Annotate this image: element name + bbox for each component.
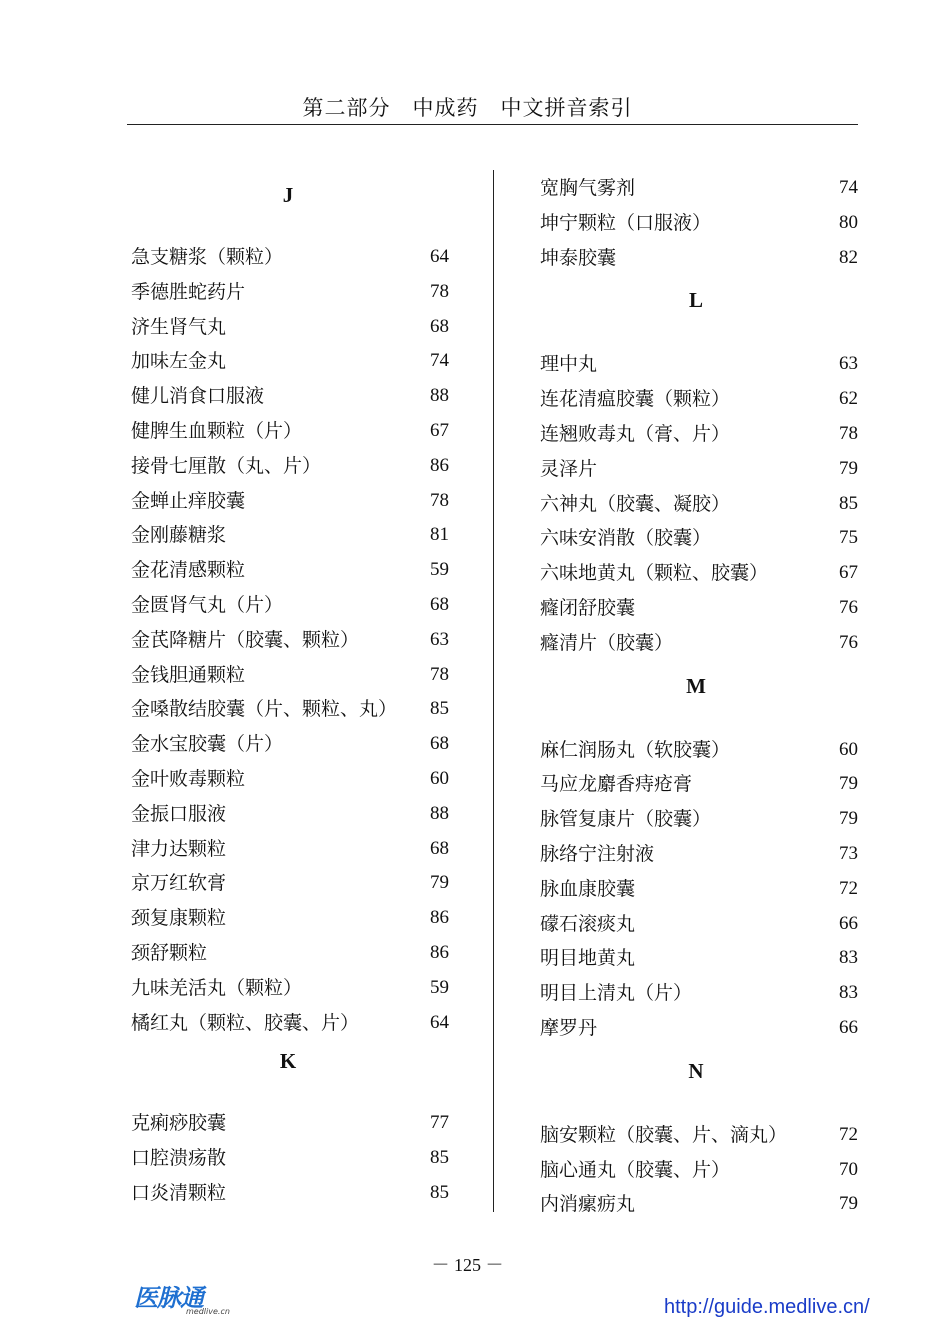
entry-page-number: 72 [839, 1123, 858, 1145]
entry-name: 坤泰胶囊 [540, 246, 617, 269]
index-entry [540, 978, 858, 1008]
entry-page-number: 60 [430, 768, 449, 789]
entry-page-number: 63 [430, 628, 449, 650]
entry-page-number: 78 [430, 663, 449, 685]
index-entry [131, 903, 449, 933]
entry-name: 颈舒颗粒 [131, 942, 208, 964]
entry-name: 津力达颗粒 [131, 837, 227, 860]
entry-name: 宽胸气雾剂 [540, 177, 636, 199]
entry-name: 金蝉止痒胶囊 [131, 489, 246, 512]
entry-name: 金嗓散结胶囊（片、颗粒、丸） [131, 698, 398, 721]
section-letter-l: L [688, 288, 703, 313]
entry-page-number: 88 [430, 385, 449, 407]
entry-page-number: 86 [430, 942, 449, 963]
entry-page-number: 85 [430, 698, 449, 720]
index-entry [131, 799, 449, 829]
entry-name: 六味地黄丸（颗粒、胶囊） [540, 562, 769, 585]
index-entry [540, 943, 858, 973]
index-entry [540, 628, 858, 658]
entry-name: 脉管复康片（胶囊） [540, 808, 712, 831]
index-entry [131, 938, 449, 968]
entry-page-number: 67 [839, 562, 858, 584]
entry-name: 克痢痧胶囊 [131, 1112, 227, 1135]
entry-name: 坤宁颗粒（口服液） [540, 211, 712, 234]
entry-page-number: 83 [839, 947, 858, 969]
entry-name: 癃清片（胶囊） [540, 631, 674, 654]
entry-name: 金花清感颗粒 [131, 559, 246, 582]
index-entry [131, 868, 449, 898]
entry-page-number: 70 [839, 1158, 858, 1180]
entry-name: 金叶败毒颗粒 [131, 768, 246, 790]
entry-page-number: 79 [839, 808, 858, 830]
entry-name: 颈复康颗粒 [131, 907, 227, 930]
entry-name: 灵泽片 [540, 457, 598, 480]
entry-page-number: 73 [839, 843, 858, 864]
entry-name: 脑安颗粒（胶囊、片、滴丸） [540, 1123, 788, 1146]
index-entry [540, 208, 858, 238]
entry-name: 金芪降糖片（胶囊、颗粒） [131, 628, 360, 651]
entry-page-number: 78 [430, 489, 449, 511]
index-entry [540, 909, 858, 939]
entry-page-number: 77 [430, 1112, 449, 1134]
entry-name: 马应龙麝香痔疮膏 [540, 773, 693, 796]
entry-name: 九味羌活丸（颗粒） [131, 976, 303, 999]
entry-page-number: 74 [430, 350, 449, 372]
entry-page-number: 79 [839, 457, 858, 479]
entry-page-number: 81 [430, 524, 449, 546]
index-entry [131, 346, 449, 376]
section-letter-n: N [688, 1058, 704, 1083]
section-letter-m: M [686, 673, 706, 698]
entry-page-number: 79 [839, 773, 858, 795]
index-entry [131, 973, 449, 1003]
entry-page-number: 85 [839, 492, 858, 514]
page-header-title: 第二部分 中成药 中文拼音索引 [302, 96, 633, 120]
entry-name: 明目地黄丸 [540, 947, 636, 970]
entry-page-number: 64 [430, 1011, 449, 1033]
entry-name: 脑心通丸（胶囊、片） [540, 1158, 731, 1181]
entry-name: 健儿消食口服液 [131, 385, 265, 408]
index-entry [131, 625, 449, 655]
index-entry [131, 312, 449, 342]
entry-name: 礞石滚痰丸 [540, 912, 636, 935]
entry-page-number: 64 [430, 246, 449, 267]
index-entry [540, 874, 858, 904]
entry-name: 季德胜蛇药片 [131, 280, 246, 303]
column-divider [493, 170, 494, 1212]
entry-name: 癃闭舒胶囊 [540, 597, 636, 619]
index-entry [131, 1143, 449, 1173]
entry-name: 脉血康胶囊 [540, 877, 636, 900]
index-entry [131, 1008, 449, 1038]
index-entry [540, 1189, 858, 1219]
page-number: － 125 － [431, 1255, 504, 1275]
entry-page-number: 79 [430, 872, 449, 894]
index-entry [540, 804, 858, 834]
entry-name: 连花清瘟胶囊（颗粒） [540, 388, 731, 411]
entry-name: 金钱胆通颗粒 [131, 663, 246, 686]
index-entry [131, 486, 449, 516]
index-entry [540, 173, 858, 203]
entry-page-number: 63 [839, 353, 858, 375]
entry-name: 连翘败毒丸（膏、片） [540, 423, 731, 445]
index-entry [540, 769, 858, 799]
index-entry [131, 764, 449, 794]
index-entry [131, 451, 449, 481]
index-entry [131, 590, 449, 620]
entry-page-number: 85 [430, 1182, 449, 1203]
entry-name: 金振口服液 [131, 802, 227, 825]
index-entry [540, 839, 858, 869]
entry-page-number: 72 [839, 877, 858, 899]
section-letter-j: J [282, 183, 294, 207]
index-entry [131, 729, 449, 759]
entry-name: 口炎清颗粒 [131, 1182, 227, 1204]
entry-page-number: 82 [839, 246, 858, 268]
entry-page-number: 68 [430, 594, 449, 615]
index-entry [540, 735, 858, 765]
index-entry [540, 349, 858, 379]
entry-page-number: 76 [839, 631, 858, 653]
header-rule [127, 124, 858, 125]
entry-name: 京万红软膏 [131, 872, 227, 895]
entry-page-number: 80 [839, 211, 858, 233]
entry-page-number: 66 [839, 1017, 858, 1038]
entry-page-number: 59 [430, 559, 449, 581]
entry-page-number: 79 [839, 1193, 858, 1215]
entry-page-number: 78 [839, 423, 858, 444]
entry-name: 接骨七厘散（丸、片） [131, 454, 322, 477]
section-letter-k: K [279, 1049, 297, 1074]
entry-name: 六神丸（胶囊、凝胶） [540, 492, 731, 515]
entry-page-number: 68 [430, 837, 449, 859]
index-entry [540, 419, 858, 449]
index-entry [131, 242, 449, 272]
footer-url-link[interactable]: http://guide.medlive.cn/ [664, 1296, 870, 1318]
index-entry [540, 523, 858, 553]
entry-page-number: 68 [430, 733, 449, 755]
index-entry [131, 520, 449, 550]
index-entry [540, 1120, 858, 1150]
entry-name: 金匮肾气丸（片） [131, 594, 284, 616]
entry-page-number: 85 [430, 1147, 449, 1169]
index-entry [540, 454, 858, 484]
entry-name: 内消瘰疬丸 [540, 1193, 636, 1216]
entry-page-number: 68 [430, 315, 449, 337]
index-entry [131, 416, 449, 446]
entry-name: 摩罗丹 [540, 1017, 598, 1039]
entry-page-number: 75 [839, 527, 858, 549]
index-entry [131, 381, 449, 411]
index-entry [540, 1155, 858, 1185]
entry-page-number: 74 [839, 177, 858, 198]
index-entry [131, 660, 449, 690]
entry-name: 明目上清丸（片） [540, 982, 693, 1005]
entry-page-number: 67 [430, 420, 449, 441]
entry-name: 加味左金丸 [131, 350, 227, 373]
entry-name: 健脾生血颗粒（片） [131, 420, 303, 442]
entry-page-number: 86 [430, 907, 449, 929]
entry-name: 口腔溃疡散 [131, 1147, 227, 1170]
index-entry [540, 243, 858, 273]
index-entry [540, 593, 858, 623]
entry-name: 急支糖浆（颗粒） [131, 246, 284, 268]
entry-name: 金刚藤糖浆 [131, 524, 227, 547]
index-entry [131, 694, 449, 724]
entry-page-number: 59 [430, 976, 449, 998]
entry-page-number: 88 [430, 802, 449, 824]
index-entry [131, 555, 449, 585]
index-entry [131, 834, 449, 864]
index-entry [540, 384, 858, 414]
entry-name: 金水宝胶囊（片） [131, 733, 284, 756]
index-entry [131, 1178, 449, 1208]
entry-name: 脉络宁注射液 [540, 843, 655, 865]
index-entry [131, 277, 449, 307]
entry-name: 橘红丸（颗粒、胶囊、片） [131, 1011, 360, 1034]
entry-page-number: 60 [839, 738, 858, 760]
logo-text: 医脉通 [134, 1284, 203, 1312]
logo-subtext: medlive.cn [186, 1307, 230, 1316]
entry-name: 理中丸 [540, 353, 598, 376]
entry-name: 济生肾气丸 [131, 315, 227, 338]
entry-name: 麻仁润肠丸（软胶囊） [540, 738, 731, 761]
entry-page-number: 86 [430, 454, 449, 476]
entry-page-number: 83 [839, 982, 858, 1004]
entry-page-number: 76 [839, 597, 858, 618]
entry-page-number: 62 [839, 388, 858, 410]
entry-name: 六味安消散（胶囊） [540, 527, 712, 550]
index-entry [540, 558, 858, 588]
index-entry [540, 1013, 858, 1043]
medlive-logo [134, 1278, 244, 1322]
entry-page-number: 78 [430, 280, 449, 302]
entry-page-number: 66 [839, 912, 858, 934]
index-entry [131, 1108, 449, 1138]
index-entry [540, 489, 858, 519]
